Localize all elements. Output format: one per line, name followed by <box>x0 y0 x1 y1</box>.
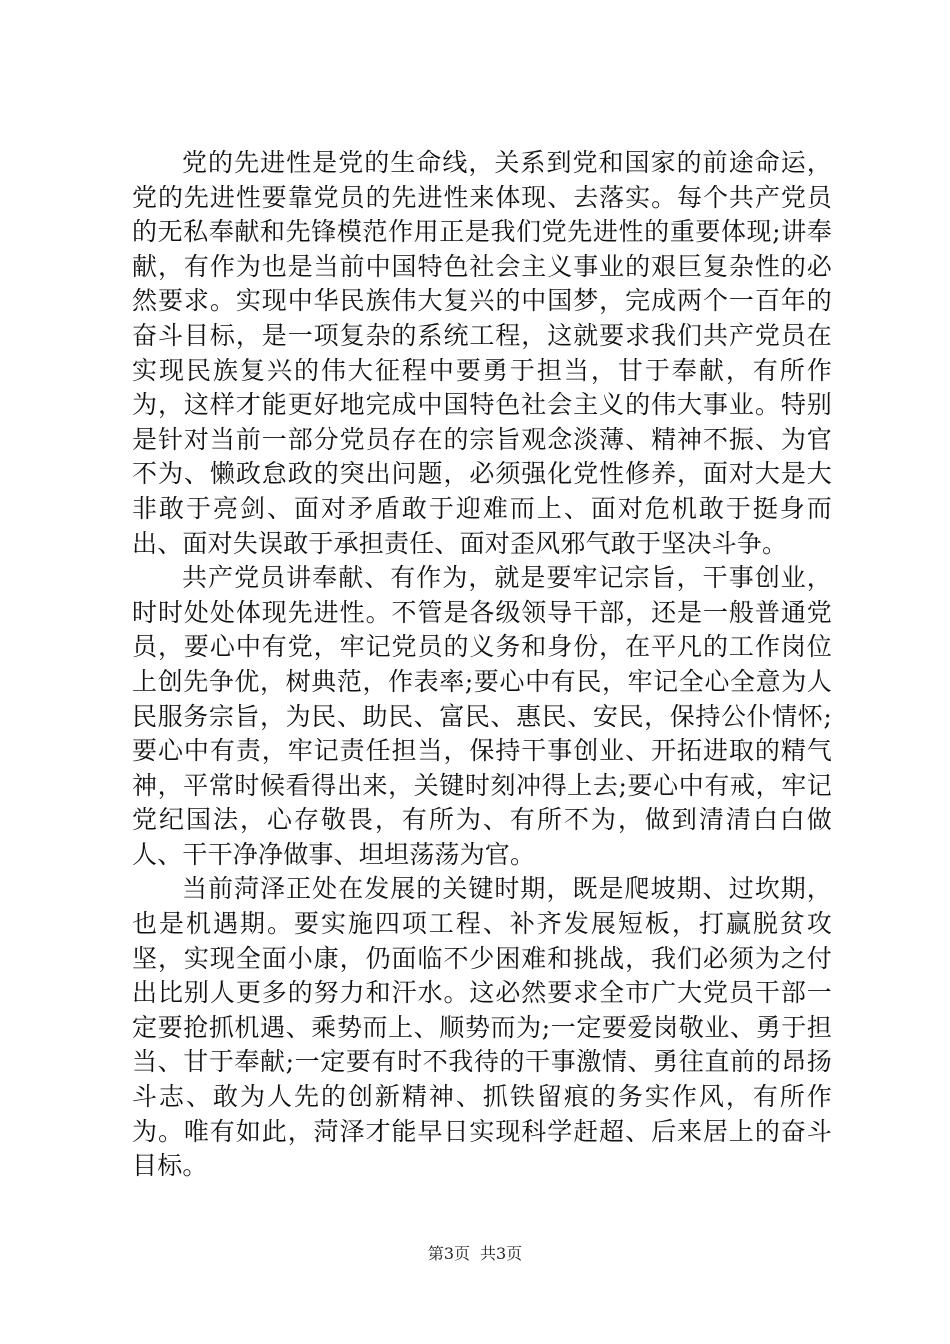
paragraph-3: 当前菏泽正处在发展的关键时期，既是爬坡期、过坎期，也是机遇期。要实施四项工程、补齐发展短板，打赢脱贫攻坚，实现全面小康，仍面临不少困难和挑战，我们必须为之付出比别人更多的努力和汗水。这必然要求全市广大党员干部一定要抢抓机遇、乘势而上、顺势而为;一定要爱岗敬业、勇于担当、甘于奉献;一定要有时不我待的干事激情、勇往直前的昂扬斗志、敢为人先的创新精神、抓铁留痕的务实作风，有所作为。唯有如此，菏泽才能早日实现科学赶超、后来居上的奋斗目标。 <box>132 874 832 1181</box>
paragraph-1: 党的先进性是党的生命线，关系到党和国家的前途命运，党的先进性要靠党员的先进性来体现、去落实。每个共产党员的无私奉献和先锋模范作用正是我们党先进性的重要体现;讲奉献，有作为也是当前中国特色社会主义事业的艰巨复杂性的必然要求。实现中华民族伟大复兴的中国梦，完成两个一百年的奋斗目标，是一项复杂的系统工程，这就要求我们共产党员在实现民族复兴的伟大征程中要勇于担当，甘于奉献，有所作为，这样才能更好地完成中国特色社会主义的伟大事业。特别是针对当前一部分党员存在的宗旨观念淡薄、精神不振、为官不为、懒政怠政的突出问题，必须强化党性修养，面对大是大非敢于亮剑、面对矛盾敢于迎难而上、面对危机敢于挺身而出、面对失误敢于承担责任、面对歪风邪气敢于坚决斗争。 <box>132 148 832 558</box>
page-total: 共3页 <box>480 1244 523 1263</box>
paragraph-2: 共产党员讲奉献、有作为，就是要牢记宗旨，干事创业，时时处处体现先进性。不管是各级领导干部，还是一般普通党员，要心中有党，牢记党员的义务和身份，在平凡的工作岗位上创先争优，树典范，作表率;要心中有民，牢记全心全意为人民服务宗旨，为民、助民、富民、惠民、安民，保持公仆情怀;要心中有责，牢记责任担当，保持干事创业、开拓进取的精气神，平常时候看得出来，关键时刻冲得上去;要心中有戒，牢记党纪国法，心存敬畏，有所为、有所不为，做到清清白白做人、干干净净做事、坦坦荡荡为官。 <box>132 563 832 869</box>
document-body <box>132 146 832 1184</box>
page-number: 第3页 <box>427 1244 470 1263</box>
page-footer <box>0 1244 950 1264</box>
